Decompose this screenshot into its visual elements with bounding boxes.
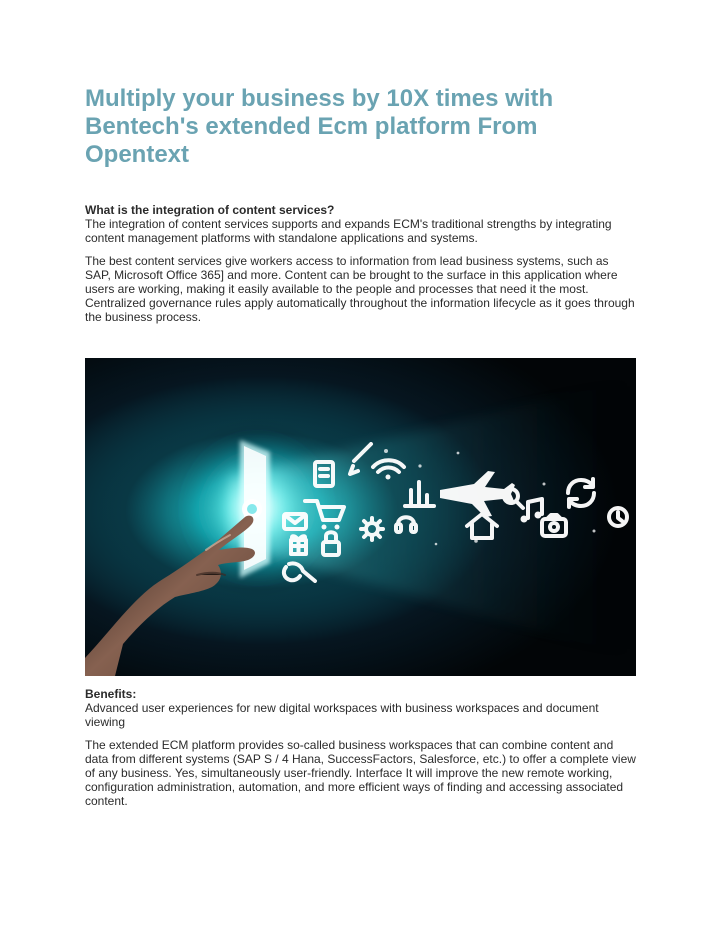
digital-touch-illustration bbox=[85, 358, 636, 676]
intro-paragraph-1: The integration of content services supports and expands ECM's traditional strengths by integrating content management platforms with standalone applications and systems. bbox=[85, 217, 612, 245]
page-title: Multiply your business by 10X times with Bentech's extended Ecm platform From Opentext bbox=[85, 85, 554, 168]
document-page bbox=[85, 85, 637, 808]
intro-section bbox=[85, 203, 637, 324]
benefits-heading: Benefits: bbox=[85, 687, 137, 701]
benefits-section bbox=[85, 687, 637, 808]
hero-image bbox=[85, 358, 636, 676]
intro-paragraph-2: The best content services give workers access to information from lead business systems, such as SAP, Microsoft Office 365] and more. Content can be brought to the surface in this application where users are working, making it easily available to the people and processes that need it the most. Centralized governance rules apply automatically throughout the information lifecycle as it goes through the business process. bbox=[85, 254, 635, 324]
benefits-paragraph-2: The extended ECM platform provides so-called business workspaces that can combine content and data from different systems (SAP S / 4 Hana, SuccessFactors, Salesforce, etc.) to offer a complete view of any business. Yes, simultaneously user-friendly. Interface It will improve the new remote working, configuration administration, automation, and more efficient ways of finding and accessing associated content. bbox=[85, 738, 636, 808]
intro-heading: What is the integration of content services? bbox=[85, 203, 335, 217]
benefits-paragraph-1: Advanced user experiences for new digital workspaces with business workspaces and document viewing bbox=[85, 701, 599, 729]
